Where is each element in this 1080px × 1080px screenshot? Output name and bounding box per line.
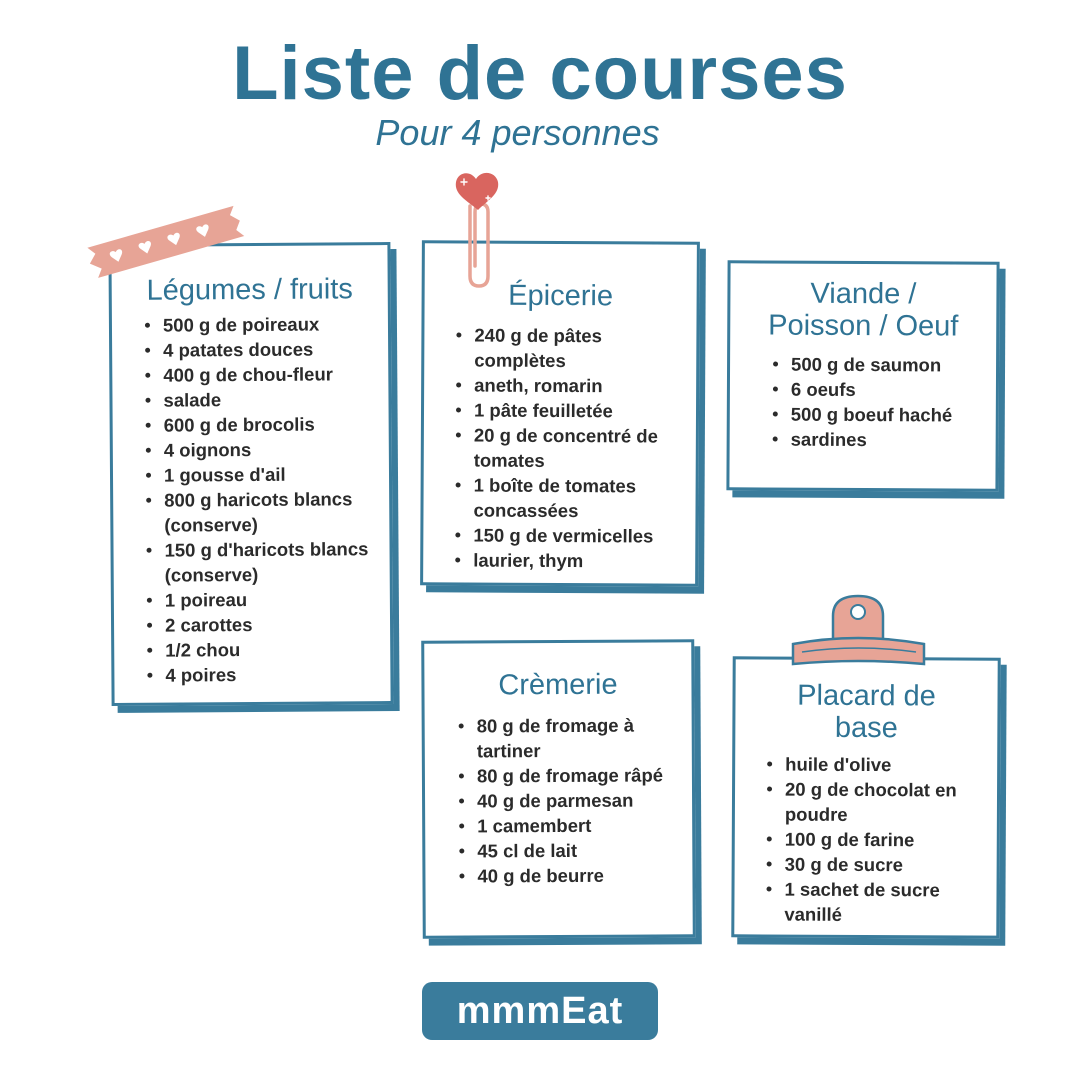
card-title: Légumes / fruits [146,273,353,307]
list-item: 240 g de pâtes complètes [456,322,696,373]
card-title: Viande / Poisson / Oeuf [768,277,959,343]
item-list [112,311,391,688]
brand-logo: mmmEat [422,982,658,1040]
list-item: 600 g de brocolis [146,411,389,438]
card-legumes-fruits [108,242,393,706]
list-item: 80 g de fromage râpé [459,762,692,788]
card-title: Épicerie [508,279,614,313]
list-item: 100 g de farine [767,826,997,852]
heart-paperclip-icon [448,166,508,292]
card-viande-poisson-oeuf [726,260,999,491]
list-item: 80 g de fromage à tartiner [459,712,692,763]
list-item: 20 g de chocolat en poudre [767,776,997,827]
card-cremerie [421,639,696,938]
item-list [423,322,696,573]
list-item: 2 carottes [147,611,390,638]
item-list [734,751,997,927]
card-title: Placard de base [797,679,936,745]
list-item: 40 g de beurre [459,862,692,888]
list-item: 4 oignons [146,436,389,463]
list-item: 1 boîte de tomates concassées [455,472,695,523]
list-item: aneth, romarin [456,372,696,398]
card-epicerie [420,240,700,586]
list-item: 150 g d'haricots blancs (conserve) [146,536,389,588]
bulldog-clip-icon [788,592,928,674]
list-item: 30 g de sucre [767,851,997,877]
list-item: 1 poireau [147,586,390,613]
page-title: Liste de courses [232,31,848,116]
list-item: 400 g de chou-fleur [145,361,388,388]
list-item: 800 g haricots blancs (conserve) [146,486,389,538]
list-item: laurier, thym [455,547,695,573]
card-placard-de-base [731,656,1000,938]
item-list [730,351,997,452]
list-item: 20 g de concentré de tomates [456,422,696,473]
card-title: Crèmerie [498,668,618,702]
list-item: 500 g de saumon [773,352,996,378]
list-item: salade [145,386,388,413]
list-item: 4 poires [147,661,390,688]
list-item: 4 patates douces [145,336,388,363]
list-item: 40 g de parmesan [459,787,692,813]
list-item: 1 camembert [459,812,692,838]
list-item: 150 g de vermicelles [455,522,695,548]
list-item: 500 g de poireaux [145,311,388,338]
list-item: sardines [773,427,996,453]
list-item: 1 sachet de sucre vanillé [766,876,996,927]
list-item: 500 g boeuf haché [773,402,996,428]
item-list [425,712,693,888]
list-item: 6 oeufs [773,377,996,403]
list-item: 45 cl de lait [459,837,692,863]
list-item: 1/2 chou [147,636,390,663]
list-item: 1 gousse d'ail [146,461,389,488]
list-item: huile d'olive [767,751,997,777]
page-subtitle: Pour 4 personnes [375,112,660,153]
list-item: 1 pâte feuilletée [456,397,696,423]
washi-tape-hearts-icon [80,196,250,282]
